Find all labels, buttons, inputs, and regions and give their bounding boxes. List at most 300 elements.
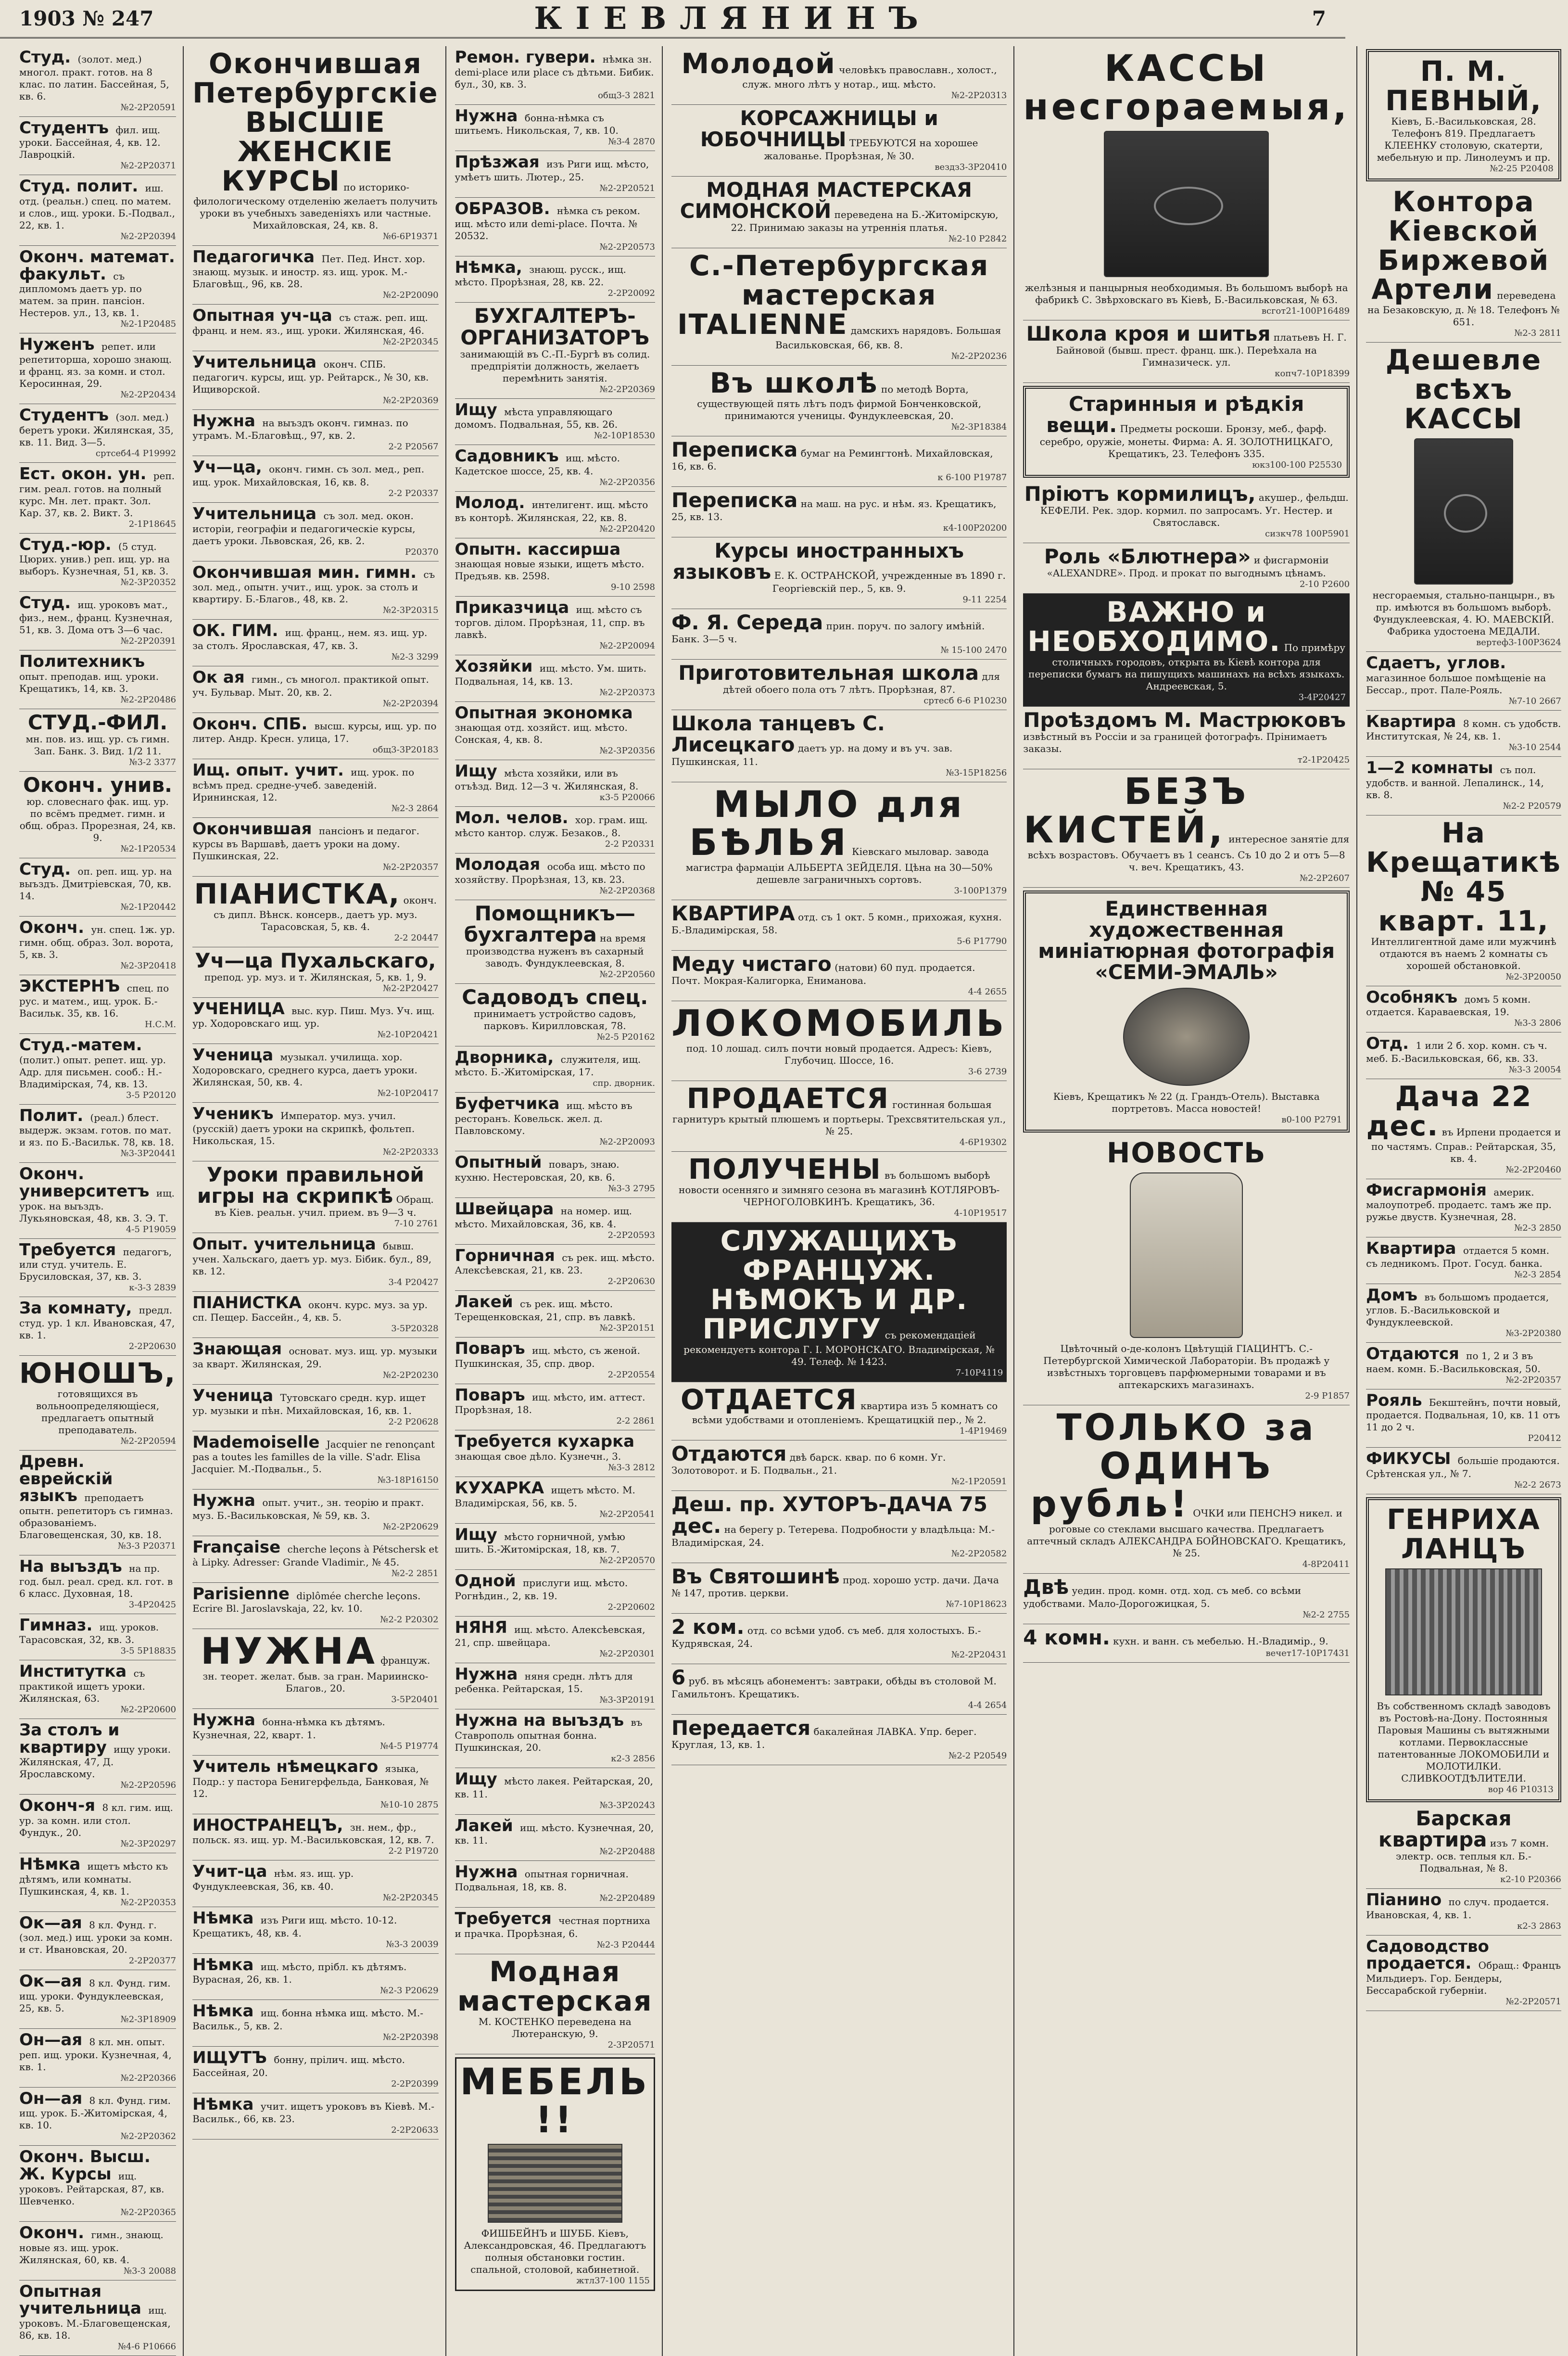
- ad-text: ищ. уроковъ. М.-Благовещенская, 86, кв. 18.: [19, 2305, 171, 2341]
- classified-ad: [1366, 343, 1561, 652]
- ad-heading: ИЩУТЪ: [192, 2048, 267, 2068]
- classified-ad: [19, 1555, 176, 1614]
- ad-code: №2-2Р20573: [599, 242, 655, 252]
- classified-ad: [1023, 707, 1350, 769]
- classified-ad: [455, 1198, 655, 1245]
- ad-heading: Единственная художественная миніатюрная фотографія «СЕМИ-ЭМАЛЬ»: [1038, 896, 1335, 984]
- ad-heading: НОВОСТЬ: [1106, 1136, 1266, 1169]
- classified-ad: [19, 46, 176, 117]
- ad-code: 2-2 Р20567: [388, 442, 439, 452]
- classified-ad: [455, 1477, 655, 1524]
- ad-text: мѣсто лакея. Рейтарская, 20, кв. 11.: [455, 1775, 653, 1800]
- ad-code: Н.С.М.: [145, 1019, 177, 1030]
- classified-ad: [192, 456, 438, 503]
- classified-ad: [671, 436, 1007, 487]
- ad-code: №2-2Р20460: [1505, 1164, 1561, 1175]
- ad-heading: Ищу: [455, 1525, 497, 1544]
- classified-ad: [19, 2280, 176, 2356]
- classified-ad: [455, 399, 655, 446]
- ad-text: мн. пов. из. ищ. ур. съ гимн. Зап. Банк. 3. Вид. 1/2 11.: [25, 733, 170, 757]
- ad-heading: Сдаетъ, углов.: [1366, 653, 1506, 673]
- classified-ad: [19, 975, 176, 1034]
- ad-code: №2-2Р20582: [951, 1548, 1007, 1559]
- engine-illustration: [1385, 1568, 1542, 1695]
- classified-ad: [671, 900, 1007, 951]
- column-1: [19, 46, 184, 2356]
- ad-text: 8 кл. Фунд. гим. ищ. урок. Б.-Житомірская, 4, кв. 10.: [19, 2094, 171, 2131]
- classified-ad: [192, 1431, 438, 1490]
- classified-ad: [455, 1245, 655, 1291]
- ad-text: высш. курсы, ищ. ур. по литер. Андр. Кресн. улица, 17.: [192, 720, 437, 745]
- ad-code: №3-3Р20441: [120, 1148, 177, 1159]
- ad-code: №2-2Р20094: [599, 641, 655, 651]
- ad-heading: Оконч. Высш. Ж. Курсы: [19, 2147, 151, 2184]
- classified-ad: [455, 1384, 655, 1431]
- ad-text: преподаетъ опытн. репетиторъ съ гимназ. образованіемъ. Благовещенская, 30, кв. 18.: [19, 1492, 173, 1541]
- ad-heading: Ест. окон. ун.: [19, 464, 147, 484]
- furniture-illustration: [488, 2144, 622, 2223]
- ad-code: №2-2Р20353: [120, 1897, 177, 1908]
- ad-text: 8 кл. мн. опыт. реп. ищ. уроки. Кузнечная, 4, кв. 1.: [19, 2036, 172, 2073]
- ad-text: знающая отд. хозяйст. ищ. мѣсто. Сонская, 4, кв. 8.: [455, 722, 628, 746]
- ad-code: 3-5 5Р18835: [120, 1646, 177, 1656]
- ad-code: №2-2Р20345: [383, 1892, 439, 1903]
- ad-code: к3-5 Р20066: [599, 792, 655, 803]
- classified-ad: [1023, 1624, 1350, 1663]
- column-4: [671, 46, 1014, 2356]
- ad-heading: Опытный: [455, 1153, 542, 1172]
- ad-text: для дѣтей обоего пола отъ 7 лѣтъ. Прорѣзная, 87.: [723, 671, 1000, 696]
- ad-heading: Уч—ца Пухальскаго,: [195, 948, 436, 972]
- ad-code: Р20412: [1528, 1433, 1561, 1444]
- classified-ad: [192, 351, 438, 410]
- ad-code: №2-1Р20442: [120, 902, 177, 913]
- ad-heading: Студ.: [19, 859, 71, 879]
- ad-code: №2-2Р20398: [383, 2032, 439, 2043]
- ad-code: №2-2Р20368: [599, 885, 655, 896]
- ad-code: №2-3Р20418: [120, 961, 177, 971]
- ad-code: №2-2Р20488: [599, 1847, 655, 1857]
- ad-text: ищ. урок. по всѣмъ пред. средне-учеб. заведеній. Ирининская, 12.: [192, 766, 415, 803]
- ad-heading: Ученица: [192, 1386, 274, 1405]
- ad-text: въ Ирпени продается и по частямъ. Справ.: Рейтарская, 35, кв. 4.: [1371, 1126, 1561, 1164]
- ad-heading: Ищу: [455, 400, 497, 420]
- ad-heading: Модная мастерская: [457, 1955, 653, 2017]
- ad-code: №2-2Р20236: [951, 351, 1007, 361]
- ad-code: 4-8Р20411: [1302, 1559, 1350, 1570]
- classified-ad: [455, 151, 655, 198]
- ad-heading: Студ.: [19, 48, 71, 67]
- ad-code: №2-25 Р20408: [1490, 163, 1554, 174]
- ad-code: №2-2Р20313: [951, 90, 1007, 101]
- ad-code: №2-2Р20394: [383, 698, 439, 709]
- ad-text: отд. съ 1 окт. 5 комн., прихожая, кухня. Б.-Владимірская, 58.: [671, 911, 1002, 936]
- ad-text: бумаг на Ремингтонѣ. Михайловская, 16, кв. 6.: [671, 447, 993, 472]
- ad-text: по случ. продается. Ивановская, 4, кв. 1.: [1366, 1896, 1549, 1921]
- classified-ad: [19, 404, 176, 463]
- ad-heading: Садовникъ: [455, 446, 559, 466]
- ad-code: №2-2Р20371: [120, 161, 177, 171]
- classified-ad: [455, 760, 655, 807]
- ad-code: №2-2Р20301: [599, 1648, 655, 1659]
- ad-heading: Рояль: [1366, 1390, 1422, 1410]
- classified-ad: [455, 1709, 655, 1768]
- ad-code: №2-3 Р20444: [596, 1939, 655, 1950]
- ad-text: хор. грам. ищ. мѣсто кантор. служ. Безаков., 8.: [455, 814, 648, 839]
- ad-heading: Оконч. математ. факульт.: [19, 247, 175, 284]
- ad-text: ищ. мѣсто. Ум. шить. Подвальная, 14, кв. 13.: [455, 662, 647, 687]
- classified-ad: [19, 1451, 176, 1555]
- classified-ad: [455, 597, 655, 655]
- ad-text: опыт. преподав. ищ. уроки. Крещатикъ, 14, кв. 3.: [19, 670, 159, 694]
- safe-illustration: [1104, 131, 1269, 277]
- ad-text: мѣста управляющаго домомъ. Подвальная, 55, кв. 26.: [455, 406, 618, 431]
- ad-text: квартира изъ 5 комнатъ со всѣми удобствами и отопленіемъ. Крещатицкій пер., № 2.: [692, 1400, 998, 1426]
- ad-heading: П. М. ПЕВНЫЙ,: [1385, 55, 1542, 117]
- classified-ad: [671, 366, 1007, 436]
- ad-code: 3-5 Р20120: [126, 1090, 177, 1100]
- classified-ad: [19, 2222, 176, 2280]
- classified-ad: [192, 503, 438, 561]
- ad-code: №3-2 3377: [129, 757, 177, 767]
- ad-text: ищетъ мѣсто. М. Владимірская, 56, кв. 5.: [455, 1484, 635, 1509]
- classified-ad: [192, 561, 438, 620]
- ad-text: переведена на Б.-Житомірскую, 22. Принимаю заказы на утреннія платья.: [731, 209, 999, 234]
- ad-text: 8 кл. Фунд. г. (зол. мед.) ищ. уроки за комн. и ст. Ивановская, 20.: [19, 1919, 173, 1956]
- ad-heading: МЕБЕЛЬ !!: [460, 2060, 650, 2141]
- ad-code: №2-3 3299: [391, 651, 439, 662]
- ad-heading: Нужна: [192, 1710, 255, 1730]
- classified-ad: [19, 1297, 176, 1356]
- classified-ad: [192, 1536, 438, 1583]
- ad-text: няня средн. лѣтъ для ребенка. Рейтарская, 15.: [455, 1670, 633, 1695]
- ad-text: съ рек. ищ. мѣсто. Алексѣевская, 21, кв. 23.: [455, 1251, 655, 1276]
- classified-ad: [192, 1629, 438, 1709]
- ad-code: №2-2 Р20302: [380, 1615, 439, 1625]
- ad-text: иш. отд. (реальн.) спец. по матем. и слов., ищ. уроки. Б.-Подвал., 22, кв. 1.: [19, 182, 175, 231]
- classified-ad: [455, 2057, 655, 2292]
- ad-heading: Барская квартира: [1378, 1806, 1512, 1851]
- ad-text: отдается 5 комн. съ ледникомъ. Прот. Госуд. банка.: [1366, 1245, 1550, 1270]
- ad-text: съ пол. удобств. и ванной. Лепалинск., 14, кв. 8.: [1366, 764, 1544, 801]
- ad-code: №7-10 2667: [1508, 696, 1561, 706]
- ad-text: интересное занятіе для всѣхъ возрастовъ. Обучаетъ въ 1 сеансъ. Съ 10 до 2 и отъ 5—8 ч. веч. Крещатикъ, 43.: [1027, 833, 1350, 873]
- classified-ad: [19, 1912, 176, 1971]
- ad-heading: Окончившая мин. гимн.: [192, 562, 417, 582]
- classified-ad: [19, 1853, 176, 1912]
- classified-ad: [1023, 1574, 1350, 1624]
- classified-ad: [1023, 1405, 1350, 1574]
- ad-text: Император. муз. учил. (русскій) даетъ уроки на скрипкѣ, фольтеп. Никольская, 15.: [192, 1110, 415, 1146]
- ad-text: ФИШБЕЙНЪ и ШУББ. Кіевъ, Александровская, 46. Предлагаютъ полныя обстановки гостин. спальной, столовой, кабинетной.: [464, 2228, 646, 2276]
- classified-ad: [455, 46, 655, 105]
- ad-text: нѣмка съ реком. ищ. мѣсто или demi-place. Почта. № 20532.: [455, 205, 640, 242]
- classified-ad: [192, 1907, 438, 1954]
- ad-heading: Домъ: [1366, 1286, 1418, 1305]
- ad-code: вечет17-10Р17431: [1265, 1648, 1350, 1659]
- ad-code: №3-3Р20191: [599, 1695, 655, 1706]
- classified-ad: [455, 1046, 655, 1093]
- ad-heading: Квартира: [1366, 1239, 1456, 1259]
- ad-text: изъ Риги ищ. мѣсто. 10-12. Крещатикъ, 48, кв. 4.: [192, 1914, 397, 1939]
- ad-text: съ дипломомъ даетъ ур. по матем. за прин. пансіон. Нестеров. ул., 13, кв. 1.: [19, 270, 145, 319]
- ad-code: в0-100 Р2791: [1281, 1114, 1342, 1125]
- ad-code: №2-2Р20486: [120, 694, 177, 705]
- classified-ad: [19, 1356, 176, 1451]
- ad-heading: Студ.-матем.: [19, 1035, 142, 1055]
- classified-ad: [671, 1440, 1007, 1491]
- ad-heading: Parisienne: [192, 1584, 290, 1604]
- ad-heading: ПРОДАЕТСЯ: [686, 1082, 889, 1115]
- ad-code: №2-2Р20391: [120, 636, 177, 646]
- ad-heading: ЮНОШЪ,: [19, 1356, 177, 1389]
- ad-code: 9-10 2598: [611, 582, 655, 593]
- ad-text: бывш. учен. Хальскаго, даетъ ур. муз. Бібик. бул., 89, кв. 12.: [192, 1240, 432, 1277]
- ad-text: уедин. прод. комн. отд. ход. съ меб. со всѣми удобствами. Мало-Дорогожицкая, 5.: [1023, 1585, 1302, 1610]
- ad-text: ищ. уроков. Тарасовская, 32, кв. 3.: [19, 1621, 159, 1646]
- ad-text: оконч. СПБ. педагогич. курсы, ищ. ур. Рейтарск., № 30, кв. Ищиворской.: [192, 358, 429, 395]
- classified-ad: [19, 592, 176, 650]
- ad-code: №2-2Р20560: [599, 969, 655, 980]
- ad-heading: ПІАНИСТКА: [192, 1293, 302, 1312]
- ad-heading: 1—2 комнаты: [1366, 758, 1493, 778]
- ad-text: француж. зн. теорет. желат. быв. за гран. Мариинско-Благов., 20.: [202, 1655, 430, 1694]
- ad-code: №3-2Р20380: [1505, 1328, 1561, 1338]
- ad-text: знающая новые языки, ищетъ мѣсто. Предъяв. кв. 2598.: [455, 558, 645, 582]
- ad-heading: Нѣмка: [192, 2094, 254, 2114]
- ad-heading: Нѣмка,: [455, 257, 522, 277]
- ad-code: №2-2Р20594: [120, 1436, 177, 1446]
- ad-heading: Приготовительная школа: [678, 661, 979, 685]
- ad-heading: Нужна: [192, 411, 255, 431]
- ad-heading: Квартира: [1366, 712, 1456, 731]
- ad-code: сртсеб4-4 Р19992: [95, 448, 177, 458]
- classified-ad: [455, 655, 655, 702]
- ad-heading: Нужна: [455, 1664, 518, 1684]
- classified-ad: [671, 1664, 1007, 1715]
- ad-text: 1 или 2 б. хор. комн. съ ч. меб. Б.-Васильковская, 66, кв. 33.: [1366, 1040, 1547, 1065]
- ad-code: №2-2 Р20549: [948, 1751, 1007, 1761]
- ad-text: ищ. мѣсто. Алексѣевская, 21, спр. швейцара.: [455, 1624, 645, 1648]
- newspaper-title: КІЕВЛЯНИНЪ: [534, 0, 932, 37]
- ad-code: №2-2Р20600: [120, 1704, 177, 1715]
- ad-code: №2-2Р20345: [383, 336, 439, 347]
- classified-ad: [671, 1001, 1007, 1081]
- classified-ad: [671, 1382, 1007, 1441]
- ad-heading: Уч—ца,: [192, 458, 262, 477]
- ad-text: акушер., фельдш. КЕФЕЛИ. Рек. здор. кормил. по запросамъ. Уг. Нестер. и Святославск.: [1040, 491, 1349, 528]
- ad-text: опыт. учит., зн. теорію и практ. муз. Б.-Васильковская, № 59, кв. 3.: [192, 1497, 424, 1522]
- ad-code: №2-10 Р2842: [948, 234, 1007, 244]
- ad-code: 2-2Р20377: [128, 1956, 177, 1966]
- ad-heading: Ф. Я. Середа: [671, 611, 823, 635]
- ad-heading: Знающая: [192, 1339, 282, 1359]
- ad-heading: Учитель нѣмецкаго: [192, 1757, 379, 1776]
- ad-code: 7-10Р4119: [955, 1367, 1003, 1378]
- ad-code: 3-5Р20401: [391, 1694, 439, 1705]
- ad-heading: Лакей: [455, 1292, 513, 1312]
- ad-heading: Поваръ: [455, 1385, 525, 1405]
- column-3: [455, 46, 663, 2356]
- classified-ad: [671, 177, 1007, 248]
- ad-text: (реал.) блест. выдерж. экзам. готов. по мат. и яз. по Б.-Ваcильк. 78, кв. 18.: [19, 1111, 174, 1148]
- ad-heading: Оконч. университетъ: [19, 1164, 150, 1201]
- ad-heading: Студ.: [19, 593, 71, 613]
- ad-heading: Садоводство продается.: [1366, 1936, 1489, 1974]
- ad-text: прислуги ищ. мѣсто. Рогнѣдин., 2, кв. 19.: [455, 1577, 628, 1602]
- ad-heading: ТОЛЬКО за ОДИНЪ рубль!: [1030, 1405, 1316, 1526]
- ad-code: №2-3 2811: [1514, 328, 1561, 339]
- classified-ad: [19, 650, 176, 709]
- classified-ad: [1366, 1497, 1561, 1802]
- ad-heading: ИНОСТРАНЕЦЪ,: [192, 1815, 343, 1835]
- ad-text: diplômée cherche leçons. Ecrire Bl. Jaroslavskaja, 22, kv. 10.: [192, 1590, 421, 1615]
- classified-ad: [1366, 1805, 1561, 1889]
- ad-code: сизкч78 100Р5901: [1265, 528, 1350, 539]
- ad-heading: Ищу: [455, 1770, 497, 1789]
- classified-ad: [19, 246, 176, 333]
- classified-ad: [19, 858, 176, 917]
- classified-ad: [1366, 1079, 1561, 1179]
- ad-text: даетъ ур. на дому и въ уч. зав. Пушкинская, 11.: [671, 742, 953, 767]
- ad-text: (золот. мед.) многол. практ. готов. на 8 клас. по латин. Бассейная, 5, кв. 6.: [19, 53, 169, 102]
- ad-heading: За столъ и квартиру: [19, 1720, 120, 1757]
- ad-code: №6-6Р19371: [383, 231, 439, 242]
- ad-code: №3-15Р18256: [946, 767, 1007, 778]
- ad-code: №2-2Р20356: [599, 477, 655, 487]
- classified-ad: [192, 877, 438, 947]
- ad-text: платьевъ Н. Г. Байновой (бывш. прест. франц. шк.). Переѣхала на Гимназическ. ул.: [1056, 331, 1347, 368]
- classified-ad: [455, 445, 655, 492]
- classified-ad: [671, 782, 1007, 901]
- classified-ad: [671, 1152, 1007, 1223]
- bottle-illustration: [1130, 1172, 1243, 1338]
- ad-code: 4-10Р19517: [954, 1208, 1007, 1218]
- classified-ad: [455, 1093, 655, 1151]
- ad-code: №2-3 2854: [1514, 1270, 1561, 1280]
- classified-ad: [671, 710, 1007, 782]
- ad-code: 3-4Р20425: [128, 1599, 177, 1610]
- ad-heading: Опытн. кассирша: [455, 539, 621, 559]
- ad-code: №2-1Р20534: [120, 843, 177, 854]
- ad-text: съ рекомендаціей рекомендуетъ контора Г. І. МОРОНСКАГО. Владимірская, № 49. Телеф. № 1423.: [683, 1329, 995, 1367]
- ad-text: Бекштейнъ, почти новый, продается. Подвальная, 10, кв. 11 отъ 11 до 2 ч.: [1366, 1396, 1561, 1433]
- ad-text: (зол. мед.) беретъ уроки. Жилянская, 35, кв. 11. Вид. 3—5.: [19, 411, 174, 448]
- classified-ad: [671, 1081, 1007, 1152]
- classified-ad: [19, 1970, 176, 2029]
- ad-code: №2-2Р20362: [120, 2131, 177, 2142]
- ad-code: 2-1Р18645: [128, 519, 177, 529]
- ad-heading: Институтка: [19, 1662, 127, 1681]
- ad-heading: Древн. еврейскій языкъ: [19, 1452, 113, 1506]
- ad-code: 2-2Р20630: [128, 1341, 177, 1351]
- ad-text: ищ. бонна нѣмка ищ. мѣсто. М.-Васильк., 5, кв. 2.: [192, 2007, 424, 2032]
- ad-text: гостинная большая гарнитуръ крытый плюшемъ и портьеры. Трехсвятительская ул., № 25.: [672, 1099, 1006, 1137]
- ad-text: прин. поруч. по залогу имѣній. Банк. 3—5 ч.: [671, 620, 985, 645]
- classified-ad: [1366, 1032, 1561, 1079]
- ad-heading: На выъздъ: [19, 1556, 122, 1576]
- ad-code: №2-2 2673: [1514, 1479, 1561, 1490]
- ad-text: въ Ставрополь опытная бонна. Пушкинская, 20.: [455, 1717, 643, 1754]
- ad-text: ищ. уроковъ мат., физ., нем., франц. Кузнечная, 51, кв. 3. Дома отъ 3—6 час.: [19, 599, 173, 636]
- ad-text: бонна-нѣмка къ дѣтямъ. Кузнечная, 22, кварт. 1.: [192, 1716, 385, 1741]
- ad-heading: Учительница: [192, 352, 317, 372]
- ad-text: ТРЕБУЮТСЯ на хорошее жалованье. Прорѣзная, № 30.: [764, 137, 978, 162]
- ad-heading: Окончившая: [192, 819, 312, 839]
- ad-code: №4-6 Р10666: [117, 2341, 177, 2352]
- classified-ad: [192, 947, 438, 998]
- classified-ad: [192, 1860, 438, 1907]
- ad-code: 1-4Р19469: [959, 1426, 1007, 1437]
- ad-code: №2-3Р20315: [383, 605, 439, 616]
- ad-heading: Лакей: [455, 1816, 513, 1835]
- classified-ad: [19, 1719, 176, 1795]
- ad-code: вор 46 Р10313: [1488, 1784, 1554, 1795]
- ad-code: №3-3 2795: [608, 1183, 655, 1194]
- classified-ad: [1023, 46, 1350, 320]
- ad-heading: ГЕНРИХА ЛАНЦЪ: [1387, 1503, 1541, 1565]
- ad-heading: Переписка: [671, 488, 798, 512]
- classified-ad: [1366, 1448, 1561, 1494]
- ad-text: Кіевскаго мыловар. завода магистра фармаціи АЛЬБЕРТА ЗЕЙДЕЛЯ. Цѣна на 30—50% дешевле заграничныхъ сортовъ.: [685, 846, 993, 886]
- ad-heading: Ок—ая: [19, 1913, 82, 1933]
- classified-ad: [192, 2000, 438, 2047]
- classified-ad: [455, 1430, 655, 1477]
- ad-text: Обращ. въ Кіев. реальн. учил. прием. въ 9—3 ч.: [215, 1193, 434, 1218]
- ad-code: №2-2Р20093: [599, 1137, 655, 1147]
- ad-text: съ рек. ищ. мѣсто. Терещенковская, 21, спр. въ лавкѣ.: [455, 1298, 636, 1323]
- ad-code: №2-3Р18384: [951, 421, 1007, 432]
- classified-ad: [19, 175, 176, 246]
- ad-heading: ПОЛУЧЕНЫ: [688, 1153, 882, 1186]
- ad-code: №2-2Р20571: [1505, 1996, 1561, 2007]
- ad-text: съ зол. мед. окон. исторіи, географіи и педагогическіе курсы, даетъ уроки. Львовская, 26, кв. 2.: [192, 509, 416, 547]
- ad-code: №3-3 20088: [124, 2266, 177, 2276]
- ad-text: бонну, прілич. ищ. мѣсто. Бассейная, 20.: [192, 2054, 405, 2078]
- ad-text: по методѣ Ворта, существующей пять лѣтъ подъ фирмой Бонченковской, принимаются ученицы. Фундуклеевская, 20.: [697, 383, 982, 421]
- classified-ad: [455, 303, 655, 398]
- classified-ad: [192, 1044, 438, 1103]
- ad-code: №3-10 2544: [1508, 742, 1561, 753]
- ad-heading: Ищ. опыт. учит.: [192, 761, 344, 780]
- ad-code: к2-3 2856: [611, 1754, 655, 1764]
- ad-heading: Опытная учительница: [19, 2281, 141, 2318]
- classified-ad: [671, 1563, 1007, 1614]
- ad-code: сртесб 6-6 Р10230: [923, 696, 1007, 706]
- ad-text: реп. гим. реал. готов. на полный курс. Мн. лет. практ. Зол. Кар. 37, кв. 2. Викт. 3.: [19, 470, 175, 519]
- ad-heading: КУХАРКА: [455, 1478, 544, 1498]
- ad-heading: Ученица: [192, 1045, 274, 1065]
- classified-ad: [455, 1908, 655, 1954]
- ad-heading: СТУД.-ФИЛ.: [27, 710, 168, 734]
- ad-text: желѣзныя и панцырныя необходимыя. Въ большомъ выборѣ на фабрикѣ С. Звѣрховскаго въ Кіевѣ, Б.-Васильковская, № 63.: [1024, 281, 1348, 306]
- classified-ad: [455, 1291, 655, 1337]
- ad-heading: Прѣзжая: [455, 153, 540, 172]
- ad-text: основат. муз. ищ. ур. музыки за кварт. Жилянская, 29.: [192, 1345, 437, 1370]
- ad-code: копч7-10Р18399: [1275, 368, 1350, 379]
- ad-heading: Mademoiselle: [192, 1432, 320, 1452]
- ad-heading: Курсы иностранныхъ языковъ: [672, 539, 964, 584]
- ad-text: на маш. на рус. и нѣм. яз. Крещатикъ, 25, кв. 13.: [671, 497, 997, 523]
- ad-text: гимн., знающ. новые яз. ищ. урок. Жилянская, 60, кв. 4.: [19, 2229, 164, 2266]
- ad-heading: Нѣмка: [192, 1908, 254, 1928]
- ad-code: №3-3 2806: [1514, 1018, 1561, 1029]
- ad-heading: ВАЖНО и НЕОБХОДИМО.: [1027, 596, 1281, 658]
- ad-code: спр. дворник.: [593, 1078, 655, 1089]
- classified-ad: [1023, 769, 1350, 888]
- ad-text: нѣм. яз. ищ. ур. Фундуклеевская, 36, кв. 40.: [192, 1868, 354, 1892]
- ad-heading: 2 ком.: [671, 1615, 745, 1639]
